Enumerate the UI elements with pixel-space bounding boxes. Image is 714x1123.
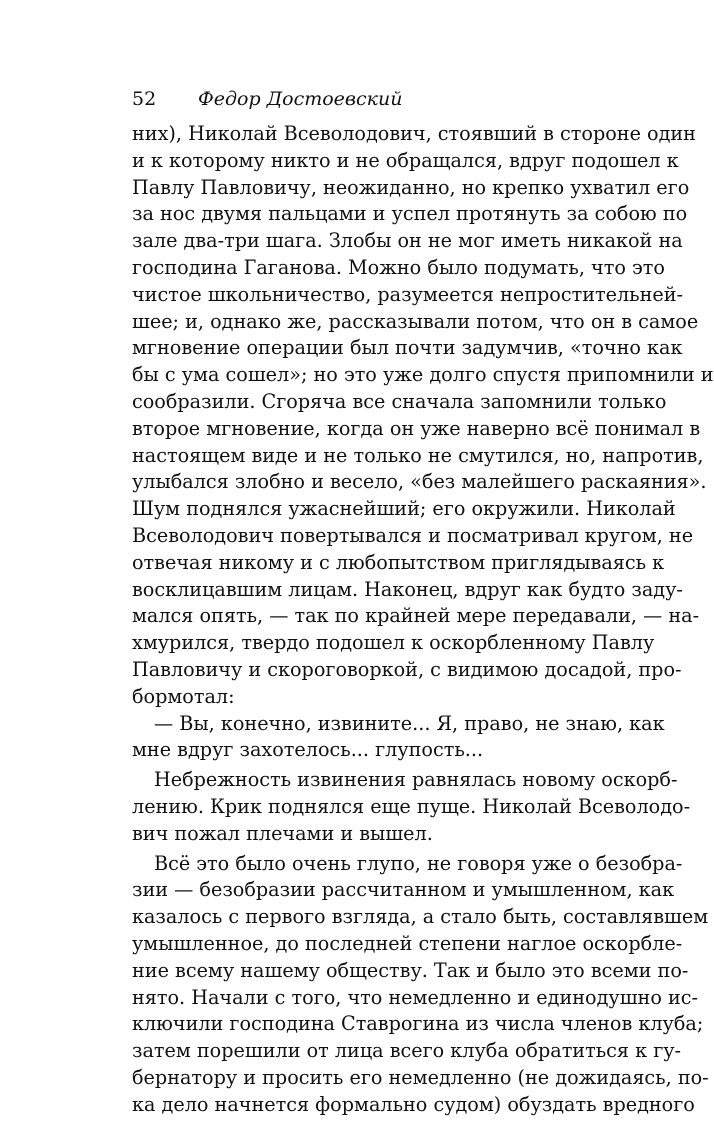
text-line: Всеволодович повертывался и посматривал кругом, не: [132, 523, 694, 547]
text-line: лению. Крик поднялся еще пуще. Николай Всеволодо-: [132, 794, 691, 818]
text-line: ние всему нашему обществу. Так и было это всеми по-: [132, 958, 689, 982]
text-line: ключили господина Ставрогина из числа членов клуба;: [132, 1012, 704, 1036]
text-line: умышленное, до последней степени наглое оскорбле-: [132, 931, 683, 955]
text-line: чистое школьничество, разумеется непростительней-: [132, 282, 684, 306]
text-line: улыбался злобно и весело, «без малейшего раскаяния».: [132, 470, 707, 494]
text-line: Павловичу и скороговоркой, с видимою досадой, про-: [132, 657, 682, 681]
text-line: них), Николай Всеволодович, стоявший в стороне один: [132, 122, 696, 145]
text-line: бы с ума сошел»; но это уже долго спустя припомнили и: [132, 363, 714, 387]
text-line: Всё это было очень глупо, не говоря уже о безобра-: [154, 851, 683, 875]
dialogue-line: — Вы, конечно, извините... Я, право, не знаю, как: [154, 711, 665, 735]
text-line: Павлу Павловичу, неожиданно, но крепко ухватил его: [132, 175, 690, 199]
text-line: восклицавшим лицам. Наконец, вдруг как будто заду-: [132, 577, 683, 601]
text-line: сообразили. Сгоряча все сначала запомнили только: [132, 389, 667, 413]
text-line: и к которому никто и не обращался, вдруг подошел к: [132, 148, 679, 172]
dialogue-line: мне вдруг захотелось... глупость...: [132, 738, 484, 762]
text-line: господина Гаганова. Можно было подумать, что это: [132, 255, 665, 279]
text-line: Шум поднялся ужаснейший; его окружили. Николай: [132, 497, 676, 521]
text-line: бернатору и просить его немедленно (не дожидаясь, по-: [132, 1065, 709, 1089]
text-line: за нос двумя пальцами и успел протянуть за собою по: [132, 202, 688, 226]
running-head: [132, 84, 642, 114]
text-line: настоящем виде и не только не смутился, но, напротив,: [132, 443, 704, 467]
text-line: казалось с первого взгляда, а стало быть, составлявшем: [132, 905, 709, 929]
running-head-author: Федор Достоевский: [198, 88, 403, 110]
text-line: ка дело начнется формально судом) обуздать вредного: [132, 1092, 695, 1116]
text-line: зии — безобразии рассчитанном и умышленном, как: [132, 878, 675, 902]
text-line: зале два-три шага. Злобы он не мог иметь никакой на: [132, 229, 683, 253]
text-line: Небрежность извинения равнялась новому оскорб-: [154, 768, 678, 792]
text-line: вич пожал плечами и вышел.: [132, 821, 433, 845]
page-number: 52: [132, 88, 157, 110]
text-line: мгновение операции был почти задумчив, «точно как: [132, 336, 683, 360]
text-line: бормотал:: [132, 684, 235, 708]
text-line: хмурился, твердо подошел к оскорбленному Павлу: [132, 631, 655, 655]
text-line: второе мгновение, когда он уже наверно всё понимал в: [132, 416, 701, 440]
text-line: затем порешили от лица всего клуба обратиться к гу-: [132, 1039, 682, 1063]
text-line: нято. Начали с того, что немедленно и единодушно ис-: [132, 985, 698, 1009]
text-line: отвечая никому и с любопытством приглядываясь к: [132, 550, 665, 574]
text-line: шее; и, однако же, рассказывали потом, что он в самое: [132, 309, 699, 333]
text-line: мался опять, — так по крайней мере передавали, — на-: [132, 604, 700, 628]
page-text: [132, 121, 714, 1118]
